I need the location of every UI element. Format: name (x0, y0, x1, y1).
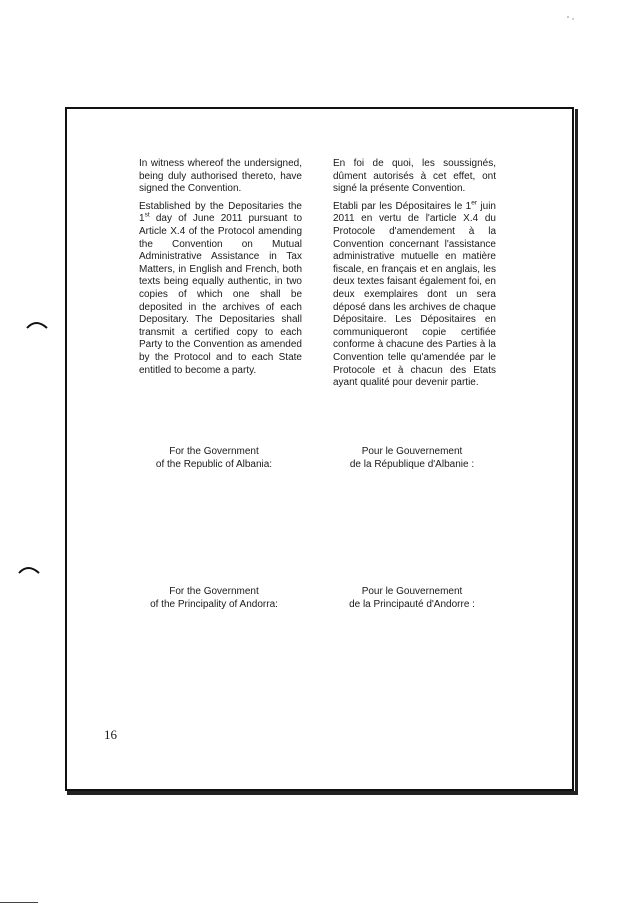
signature-line: Pour le Gouvernement (361, 446, 463, 457)
english-witness-paragraph: In witness whereof the undersigned, being duly authorised thereto, have signed the Convention. (139, 158, 302, 195)
french-ordinal-suffix: er (471, 199, 478, 207)
signature-block-albania-fr (312, 445, 512, 471)
english-ordinal-suffix: st (144, 212, 150, 220)
signature-line: de la République d'Albanie : (349, 459, 475, 470)
signature-block-albania-en (114, 445, 314, 471)
signature-block-andorra-fr (312, 585, 512, 611)
signature-line: For the Government (169, 586, 259, 597)
signature-line: de la Principauté d'Andorre : (349, 599, 475, 610)
english-established-paragraph (139, 201, 302, 377)
english-established-rest: day of June 2011 pursuant to Article X.4 of the Protocol amending the Convention on Mutual Administrative Assistance in Tax Matters, in English and French, both texts being equally authentic, in two copies of which one shall be deposited in the archives of each Depositary. The Depositaries shall transmit a certified copy to each Party to the Convention as amended by the Protocol and to each State entitled to become a party. (139, 213, 302, 376)
french-text-column (333, 158, 496, 395)
signature-line: Pour le Gouvernement (361, 586, 463, 597)
english-established-start: Established by the Depositaries the 1 (139, 200, 302, 225)
french-established-start: Etabli par les Dépositaires le 1 (333, 200, 472, 212)
signature-line: of the Republic of Albania: (155, 459, 273, 470)
binder-hole-mark (18, 563, 40, 575)
english-text-column (139, 158, 302, 382)
signature-line: of the Principality of Andorra: (150, 599, 278, 610)
page-border-shadow-right (575, 109, 578, 795)
page-border-shadow-bottom (67, 791, 578, 795)
binder-hole-mark (26, 318, 48, 330)
signature-line: For the Government (169, 446, 259, 457)
signature-block-andorra-en (114, 585, 314, 611)
scan-speck (566, 14, 576, 22)
scan-edge-line (0, 902, 38, 903)
page-number: 16 (104, 727, 117, 742)
french-established-paragraph (333, 201, 496, 390)
french-established-rest: juin 2011 en vertu de l'article X.4 du Protocole d'amendement à la Convention concernant l'assistance administrative mutuelle en matière fiscale, en français et en anglais, les deux textes faisant également foi, en deux exemplaires dont un sera déposé dans les archives de chaque Dépositaire. Les Dépositaires en communiqueront copie certifiée conforme à chacune des Parties à la Convention telle qu'amendée par le Protocole et à chacun des Etats ayant qualité pour devenir partie. (333, 200, 496, 389)
french-witness-paragraph: En foi de quoi, les soussignés, dûment autorisés à cet effet, ont signé la présente Convention. (333, 158, 496, 195)
